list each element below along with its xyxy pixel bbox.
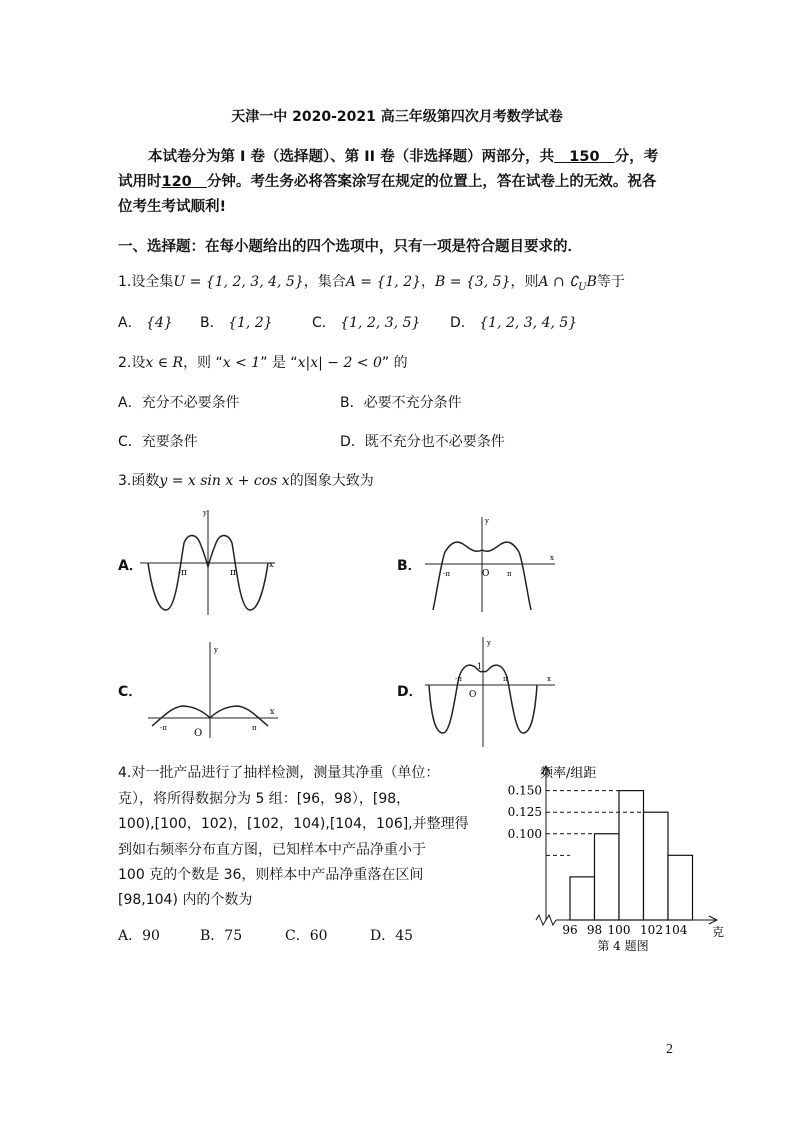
- hist-bar: [644, 812, 669, 920]
- q1-option-b: B． {1, 2}: [200, 315, 273, 331]
- intro-line-2: [118, 170, 656, 191]
- q3-label-b: B．: [397, 558, 422, 574]
- q1-set-a: A = {1, 2}: [345, 274, 422, 290]
- hist-bar: [595, 834, 620, 920]
- intro-line-1: [148, 145, 658, 166]
- hist-y-tick-label: 0.125: [507, 805, 542, 820]
- q1-option-d: D． {1, 2, 3, 4, 5}: [450, 315, 578, 331]
- graph-b: [425, 512, 565, 614]
- q4-option-d: D．45: [370, 928, 414, 944]
- hist-x-label: 克: [712, 925, 725, 939]
- graph-d-one: 1: [477, 662, 483, 671]
- page-number: 2: [666, 1042, 673, 1057]
- q2-option-a: A．充分不必要条件: [118, 395, 240, 411]
- graph-b-origin: O: [482, 569, 490, 579]
- q2-option-b: B．必要不充分条件: [340, 395, 462, 411]
- graph-a: [140, 505, 280, 617]
- exam-time: 120: [161, 174, 192, 190]
- graph-a-pos-pi: π: [230, 568, 236, 578]
- q4-option-c: C．60: [285, 928, 328, 944]
- q1-option-c: C． {1, 2, 3, 5}: [312, 315, 421, 331]
- hist-caption: 第 4 题图: [597, 939, 649, 953]
- graph-b-y-label: y: [485, 517, 489, 525]
- q1-stem: 1.设全集U = {1, 2, 3, 4, 5}，集合A = {1, 2}，B = {3, 5}，则A ∩ $∁_UB$等于: [118, 274, 625, 293]
- graph-b-neg-pi: -π: [443, 570, 450, 578]
- q4-option-b: B．75: [200, 928, 243, 944]
- graph-d-pos-pi: π: [503, 675, 508, 683]
- graph-a-neg-pi: -π: [178, 568, 187, 578]
- hist-y-tick-label: 0.150: [507, 783, 542, 798]
- histogram-chart: [488, 762, 728, 962]
- section-heading: 一、选择题：在每小题给出的四个选项中，只有一项是符合题目要求的．: [118, 239, 582, 255]
- q4-line-3: 100),[100，102)，[102，104),[104，106],并整理得: [118, 816, 469, 832]
- graph-c-y-label: y: [214, 646, 218, 654]
- graph-d-origin: O: [469, 690, 477, 700]
- q2-option-c: C．充要条件: [118, 434, 198, 450]
- total-score: 150: [569, 149, 600, 165]
- graph-c-origin: O: [194, 728, 203, 739]
- q4-line-4: 到如右频率分布直方图，已知样本中产品净重小于: [118, 842, 426, 858]
- intro-text-2b: 分钟。考生务必将答案涂写在规定的位置上，答在试卷上的无效。祝各: [206, 174, 657, 190]
- hist-bar: [570, 877, 595, 920]
- q4-line-2: 克），将所得数据分为 5 组：[96，98），[98，: [118, 791, 411, 807]
- q1-expression: A ∩ ∁: [538, 274, 579, 290]
- graph-d-x-label: x: [547, 675, 551, 683]
- q1-option-a: A． {4}: [118, 315, 173, 331]
- q1-set-b: B = {3, 5}: [435, 274, 511, 290]
- graph-a-x-label: x: [269, 560, 274, 569]
- graph-d: [425, 635, 560, 750]
- q2-option-d: D．既不充分也不必要条件: [340, 434, 505, 450]
- graph-b-x-label: x: [550, 554, 554, 562]
- q2-stem: 2.设x ∈ R，则 “x < 1” 是 “x|x| − 2 < 0” 的: [118, 355, 408, 371]
- q4-line-6: [98,104) 内的个数为: [118, 892, 253, 908]
- q3-stem: 3.函数y = x sin x + cos x的图象大致为: [118, 473, 374, 489]
- intro-text-1a: 本试卷分为第 I 卷（选择题）、第 II 卷（非选择题）两部分，共: [148, 149, 555, 165]
- hist-y-tick-label: 0.100: [507, 826, 542, 841]
- graph-c-neg-pi: -π: [160, 724, 167, 732]
- hist-x-tick-label: 104: [664, 923, 688, 937]
- q3-label-a: A．: [118, 558, 143, 574]
- hist-x-tick-label: 96: [562, 923, 578, 937]
- q3-label-d: D．: [397, 684, 423, 700]
- graph-c-pos-pi: π: [252, 724, 257, 732]
- q1-set-u: U = {1, 2, 3, 4, 5}: [173, 274, 304, 290]
- q3-function: y = x sin x + cos x: [159, 473, 290, 489]
- graph-d-y-label: y: [487, 639, 491, 647]
- hist-x-tick-label: 98: [586, 923, 603, 937]
- intro-text-1b: 分，考: [614, 149, 659, 165]
- q3-label-c: C．: [118, 684, 143, 700]
- graph-d-neg-pi: -π: [455, 675, 462, 683]
- graph-c: [148, 640, 288, 740]
- intro-line-3: 位考生考试顺利!: [118, 199, 227, 215]
- q4-line-1: 4.对一批产品进行了抽样检测，测量其净重（单位：: [118, 765, 440, 781]
- graph-b-pos-pi: π: [507, 570, 512, 578]
- graph-a-y-label: y: [203, 509, 207, 517]
- intro-text-2a: 试用时: [118, 174, 162, 190]
- hist-x-tick-label: 100: [607, 923, 631, 937]
- hist-bar: [668, 855, 693, 920]
- graph-c-x-label: x: [270, 707, 275, 716]
- hist-bar: [619, 791, 644, 920]
- hist-y-label: 频率/组距: [540, 766, 597, 781]
- q4-line-5: 100 克的个数是 36，则样本中产品净重落在区间: [118, 867, 424, 883]
- hist-x-tick-label: 102: [640, 923, 663, 937]
- q4-option-a: A．90: [118, 928, 160, 944]
- page-title: 天津一中 2020-2021 高三年级第四次月考数学试卷: [231, 109, 563, 125]
